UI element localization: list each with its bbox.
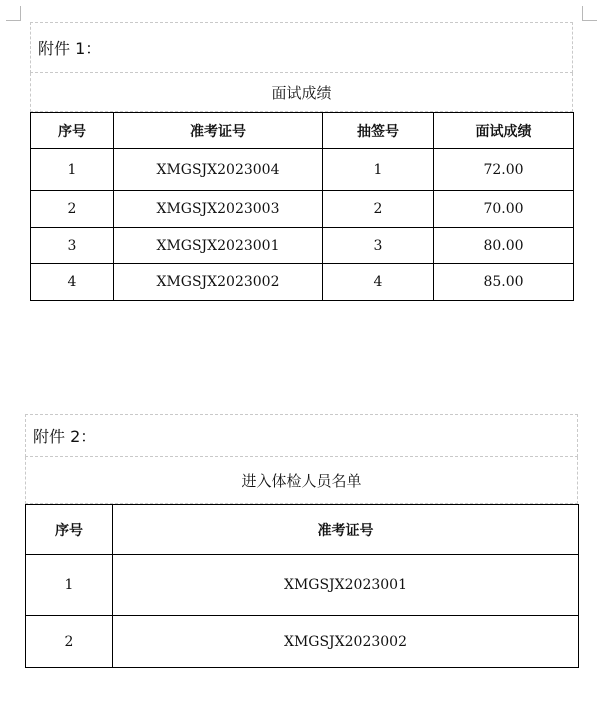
attachment-1-heading: 附件 1： [30, 22, 573, 73]
column-header-seq: 序号 [31, 113, 114, 149]
cell-draw-no: 3 [323, 228, 434, 264]
attachment-2-section [25, 414, 578, 668]
cell-exam-no: XMGSJX2023004 [114, 149, 323, 191]
cell-seq: 2 [26, 616, 113, 668]
cell-exam-no: XMGSJX2023002 [114, 264, 323, 301]
cell-seq: 1 [31, 149, 114, 191]
cell-draw-no: 4 [323, 264, 434, 301]
cell-seq: 3 [31, 228, 114, 264]
table-row [26, 555, 579, 616]
column-header-exam-no: 准考证号 [113, 505, 579, 555]
cell-score: 70.00 [434, 191, 574, 228]
column-header-score: 面试成绩 [434, 113, 574, 149]
table-row [31, 191, 574, 228]
interview-score-table [30, 112, 574, 301]
column-header-seq: 序号 [26, 505, 113, 555]
table-row [31, 264, 574, 301]
cell-seq: 4 [31, 264, 114, 301]
cell-draw-no: 2 [323, 191, 434, 228]
table-row [31, 149, 574, 191]
cell-score: 72.00 [434, 149, 574, 191]
cell-seq: 2 [31, 191, 114, 228]
cell-draw-no: 1 [323, 149, 434, 191]
cell-score: 85.00 [434, 264, 574, 301]
cell-score: 80.00 [434, 228, 574, 264]
cell-exam-no: XMGSJX2023001 [114, 228, 323, 264]
column-header-draw-no: 抽签号 [323, 113, 434, 149]
attachment-1-table-title: 面试成绩 [30, 73, 573, 112]
page-corner-mark-left [6, 6, 21, 21]
page-corner-mark-right [582, 6, 597, 21]
cell-exam-no: XMGSJX2023001 [113, 555, 579, 616]
medical-exam-list-table [25, 504, 579, 668]
table-header-row [31, 113, 574, 149]
table-row [26, 616, 579, 668]
attachment-2-table-title: 进入体检人员名单 [25, 457, 578, 504]
table-header-row [26, 505, 579, 555]
attachment-2-heading: 附件 2： [25, 414, 578, 457]
cell-seq: 1 [26, 555, 113, 616]
cell-exam-no: XMGSJX2023003 [114, 191, 323, 228]
cell-exam-no: XMGSJX2023002 [113, 616, 579, 668]
attachment-1-section [30, 22, 573, 301]
column-header-exam-no: 准考证号 [114, 113, 323, 149]
table-row [31, 228, 574, 264]
